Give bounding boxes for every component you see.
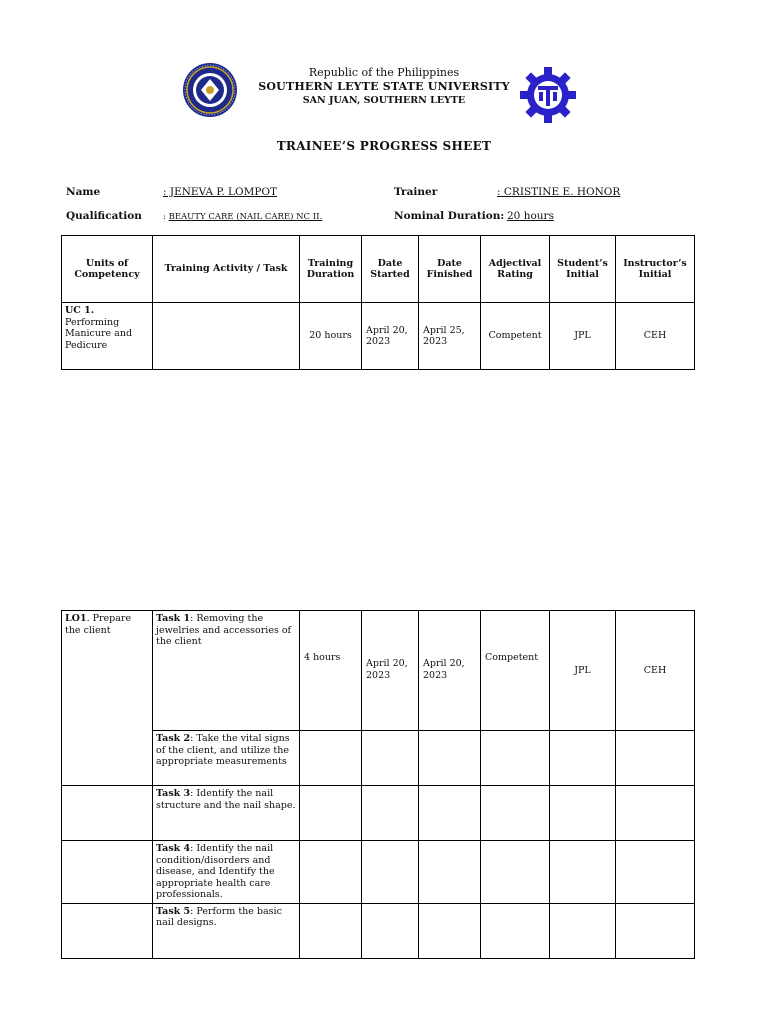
training-activity-cell <box>153 303 300 370</box>
table-row <box>62 786 695 841</box>
empty-cell <box>616 841 695 904</box>
empty-cell <box>616 903 695 958</box>
empty-cell <box>362 731 419 786</box>
empty-cell <box>550 731 616 786</box>
student-initial-cell: JPL <box>550 303 616 370</box>
page-title: TRAINEE’S PROGRESS SHEET <box>276 139 492 153</box>
task-student-initial-cell: JPL <box>550 611 616 731</box>
learning-outcome-cell: LO1. Prepare the client <box>62 611 153 786</box>
task-rating-cell: Competent <box>481 611 550 731</box>
name-value: : JENEVA P. LOMPOT <box>163 186 278 198</box>
trainer-value: : CRISTINE E. HONOR <box>497 186 621 198</box>
nominal-duration-value: 20 hours <box>507 210 554 222</box>
table-header-row <box>62 236 695 303</box>
name-label: Name <box>66 186 101 198</box>
table-row <box>62 903 695 958</box>
empty-cell <box>62 841 153 904</box>
progress-table <box>61 235 695 370</box>
instructor-initial-cell: CEH <box>616 303 695 370</box>
empty-cell <box>300 786 362 841</box>
header-date-finished: Date Finished <box>419 236 481 303</box>
empty-cell <box>550 903 616 958</box>
header-adjectival-rating: Adjectival Rating <box>481 236 550 303</box>
training-duration-cell: 20 hours <box>300 303 362 370</box>
empty-cell <box>419 841 481 904</box>
university-address: SAN JUAN, SOUTHERN LEYTE <box>302 95 466 106</box>
empty-cell <box>481 841 550 904</box>
empty-cell <box>362 903 419 958</box>
empty-cell <box>300 841 362 904</box>
empty-cell <box>62 903 153 958</box>
task-cell: Task 5: Perform the basic nail designs. <box>153 903 300 958</box>
task-cell: Task 2: Take the vital signs of the client, and utilize the appropriate measurements <box>153 731 300 786</box>
header-date-started: Date Started <box>362 236 419 303</box>
country-heading: Republic of the Philippines <box>308 66 460 79</box>
task-date-started-cell: April 20, 2023 <box>362 611 419 731</box>
empty-cell <box>362 786 419 841</box>
empty-cell <box>419 786 481 841</box>
header-training-activity: Training Activity / Task <box>153 236 300 303</box>
empty-cell <box>616 786 695 841</box>
date-finished-cell: April 25, 2023 <box>419 303 481 370</box>
qualification-value: : BEAUTY CARE (NAIL CARE) NC II. <box>163 212 323 222</box>
table-row <box>62 731 695 786</box>
empty-cell <box>550 841 616 904</box>
task-cell: Task 4: Identify the nail condition/disorders and disease, and Identify the appropriate health care professionals. <box>153 841 300 904</box>
qualification-label: Qualification <box>66 210 142 222</box>
adjectival-rating-cell: Competent <box>481 303 550 370</box>
tasks-table <box>61 610 695 959</box>
empty-cell <box>419 731 481 786</box>
date-started-cell: April 20, 2023 <box>362 303 419 370</box>
header-units-of-competency: Units of Competency <box>62 236 153 303</box>
table-row <box>62 303 695 370</box>
header-training-duration: Training Duration <box>300 236 362 303</box>
task-date-finished-cell: April 20, 2023 <box>419 611 481 731</box>
empty-cell <box>300 903 362 958</box>
empty-cell <box>616 731 695 786</box>
empty-cell <box>62 786 153 841</box>
table-row <box>62 841 695 904</box>
task-cell: Task 3: Identify the nail structure and the nail shape. <box>153 786 300 841</box>
empty-cell <box>419 903 481 958</box>
header-student-initial: Student’s Initial <box>550 236 616 303</box>
trainer-label: Trainer <box>394 186 438 198</box>
task-instructor-initial-cell: CEH <box>616 611 695 731</box>
header-instructor-initial: Instructor’s Initial <box>616 236 695 303</box>
table-row <box>62 611 695 731</box>
empty-cell <box>550 786 616 841</box>
empty-cell <box>481 903 550 958</box>
task-duration-cell: 4 hours <box>300 611 362 731</box>
nominal-duration-label: Nominal Duration: <box>394 210 505 222</box>
empty-cell <box>481 731 550 786</box>
empty-cell <box>300 731 362 786</box>
task-cell: Task 1: Removing the jewelries and accessories of the client <box>153 611 300 731</box>
university-name: SOUTHERN LEYTE STATE UNIVERSITY <box>258 80 510 93</box>
empty-cell <box>362 841 419 904</box>
unit-of-competency-cell: UC 1. Performing Manicure and Pedicure <box>62 303 153 370</box>
empty-cell <box>481 786 550 841</box>
